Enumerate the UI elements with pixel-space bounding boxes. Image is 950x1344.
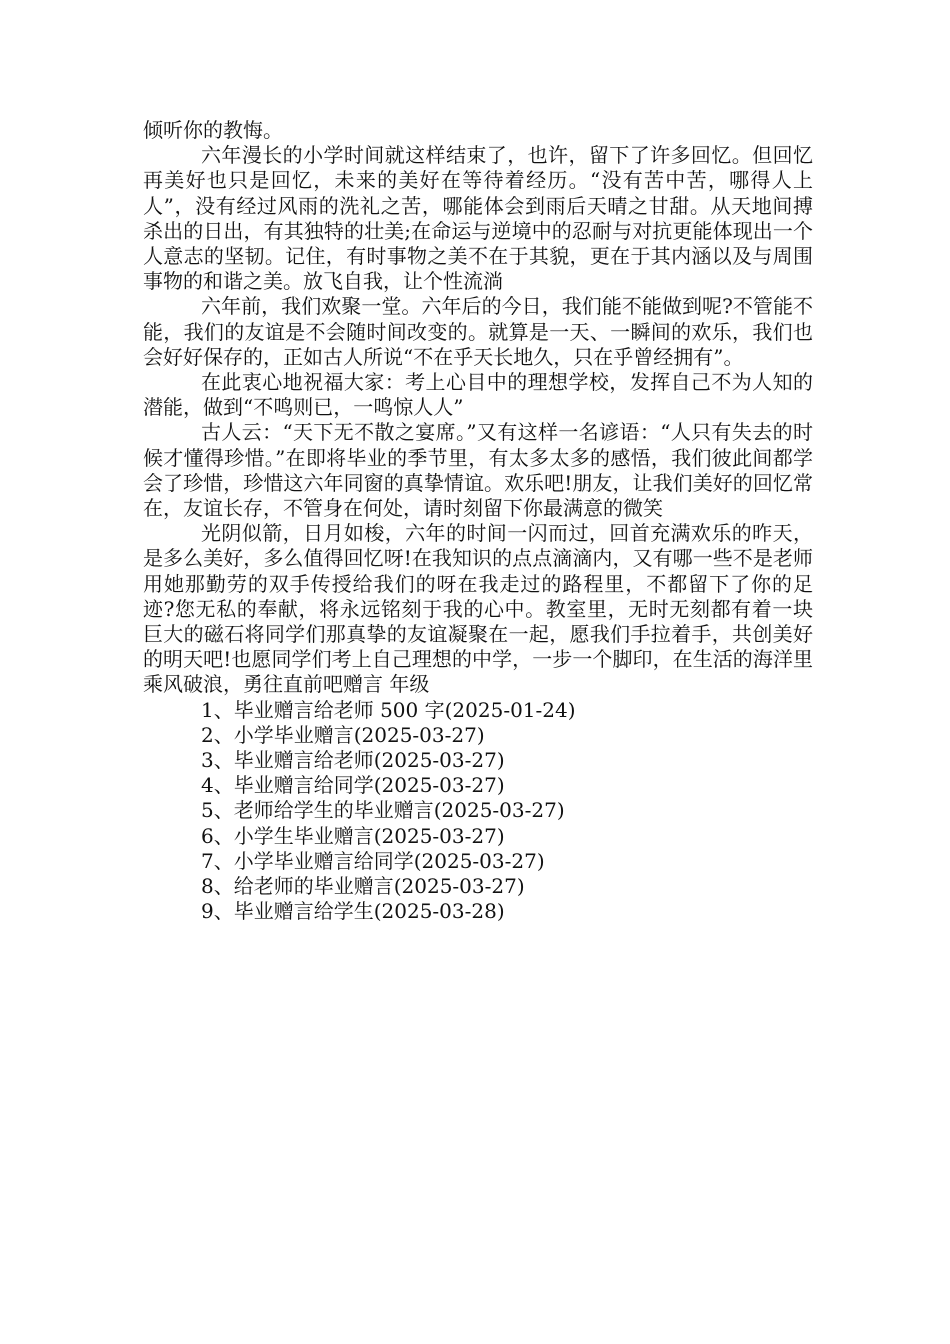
list-item[interactable]: 3、毕业赠言给老师(2025-03-27) [201,748,505,773]
paragraph-4: 在此衷心地祝福大家：考上心目中的理想学校，发挥自己不为人知的潜能，做到“不鸣则已，一鸣惊人人” [143,370,813,420]
list-item[interactable]: 5、老师给学生的毕业赠言(2025-03-27) [201,798,565,823]
paragraph-5: 古人云：“天下无不散之宴席。”又有这样一名谚语：“人只有失去的时候才懂得珍惜。”在即将毕业的季节里，有太多太多的感悟，我们彼此间都学会了珍惜，珍惜这六年同窗的真挚情谊。欢乐吧!朋友，让我们美好的回忆常在，友谊长存，不管身在何处，请时刻留下你最满意的微笑 [143,420,813,521]
related-articles-list [143,698,813,925]
list-item[interactable]: 9、毕业赠言给学生(2025-03-28) [201,899,505,924]
paragraph-1: 倾听你的教悔。 [143,118,283,142]
list-item[interactable]: 6、小学生毕业赠言(2025-03-27) [201,823,505,848]
list-item[interactable]: 4、毕业赠言给同学(2025-03-27) [201,773,505,798]
list-item[interactable]: 1、毕业赠言给老师 500 字(2025-01-24) [201,697,576,722]
paragraph-2: 六年漫长的小学时间就这样结束了，也许，留下了许多回忆。但回忆再美好也只是回忆，未来的美好在等待着经历。“没有苦中苦，哪得人上人”，没有经过风雨的洗礼之苦，哪能体会到雨后天晴之甘甜。从天地间搏杀出的日出，有其独特的壮美;在命运与逆境中的忍耐与对抗更能体现出一个人意志的坚韧。记住，有时事物之美不在于其貌，更在于其内涵以及与周围事物的和谐之美。放飞自我，让个性流淌 [143,143,813,294]
document-body [143,118,813,925]
paragraph-3: 六年前，我们欢聚一堂。六年后的今日，我们能不能做到呢?不管能不能，我们的友谊是不会随时间改变的。就算是一天、一瞬间的欢乐，我们也会好好保存的，正如古人所说“不在乎天长地久，只在乎曾经拥有”。 [143,294,813,369]
paragraph-6: 光阴似箭，日月如梭，六年的时间一闪而过，回首充满欢乐的昨天，是多么美好，多么值得回忆呀!在我知识的点点滴滴内，又有哪一些不是老师用她那勤劳的双手传授给我们的呀在我走过的路程里，不都留下了你的足迹?您无私的奉献，将永远铭刻于我的心中。教室里，无时无刻都有着一块巨大的磁石将同学们那真挚的友谊凝聚在一起，愿我们手拉着手，共创美好的明天吧!也愿同学们考上自己理想的中学，一步一个脚印，在生活的海洋里乘风破浪，勇往直前吧赠言 年级 [143,521,813,697]
list-item[interactable]: 7、小学毕业赠言给同学(2025-03-27) [201,848,545,873]
list-item[interactable]: 8、给老师的毕业赠言(2025-03-27) [201,874,525,899]
list-item[interactable]: 2、小学毕业赠言(2025-03-27) [201,722,485,747]
